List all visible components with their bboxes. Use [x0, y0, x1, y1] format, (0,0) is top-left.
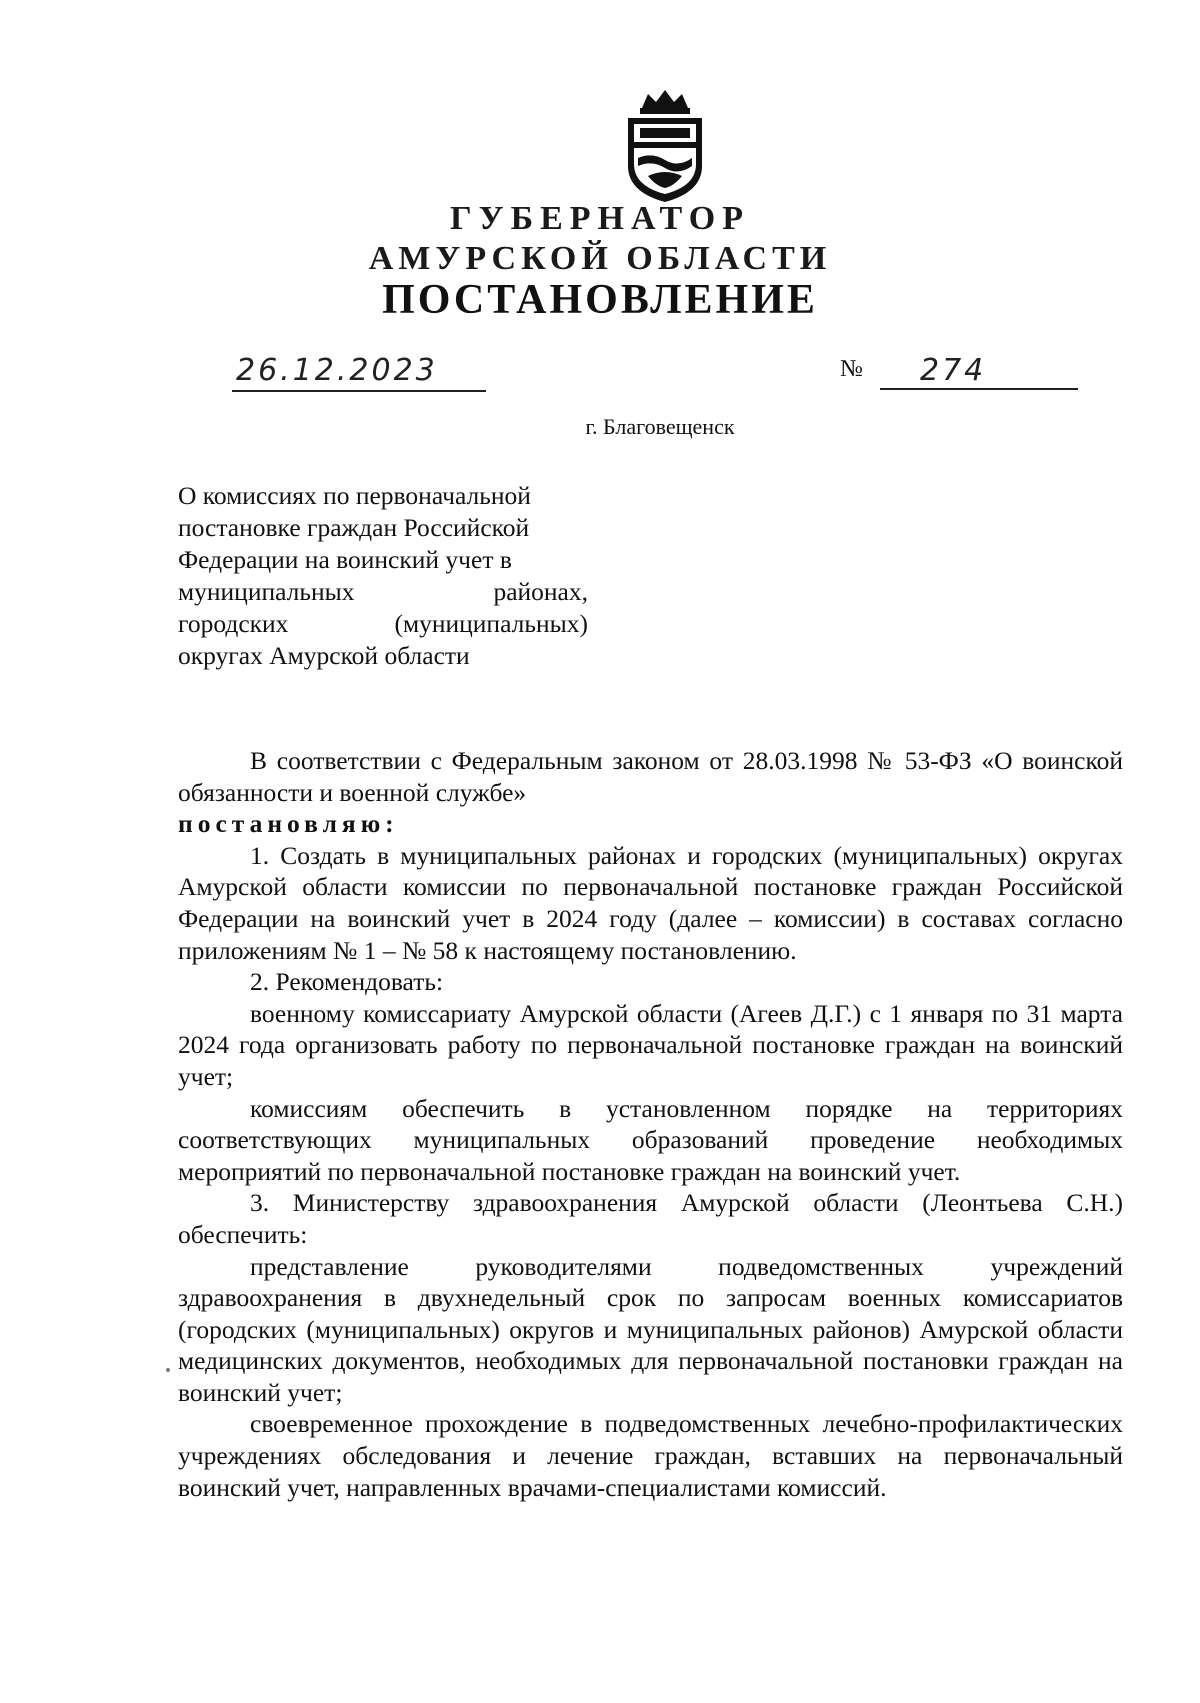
item-2-paragraph: 2. Рекомендовать:	[250, 967, 444, 997]
document-subject	[178, 480, 588, 672]
subject-line: О комиссиях по первоначальной	[178, 481, 531, 510]
coat-of-arms-icon	[618, 88, 712, 206]
scan-speck	[166, 1368, 170, 1372]
subject-word: районах,	[493, 577, 588, 606]
item-3a-paragraph: представление руководителями подведомственных учреждений здравоохранения в двухнедельный срок по запросам военных комиссариатов (городских (муниципальных) округов и муниципальных районов) Амурской области медицинских документов, необходимых для первоначальной постановки граждан на воинский учет;	[178, 1251, 1123, 1407]
subject-word: городских	[178, 609, 289, 638]
subject-line: Федерации на воинский учет в	[178, 545, 512, 574]
subject-line	[178, 576, 588, 608]
item-1-paragraph: 1. Создать в муниципальных районах и городских (муниципальных) округах Амурской области комиссии по первоначальной постановке граждан Российской Федерации на воинский учет в 2024 году (далее – комиссии) в составах согласно приложениям № 1 – № 58 к настоящему постановлению.	[178, 840, 1123, 965]
item-2a-paragraph: военному комиссариату Амурской области (Агеев Д.Г.) с 1 января по 31 марта 2024 года организовать работу по первоначальной постановке граждан на воинский учет;	[178, 998, 1123, 1091]
handwritten-date: 26.12.2023	[232, 352, 486, 392]
city-line: г. Благовещенск	[585, 414, 735, 439]
ordains-heading: постановляю:	[178, 809, 399, 839]
item-3b-paragraph: своевременное прохождение в подведомственных лечебно-профилактических учреждениях обследования и лечение граждан, вставших на первоначальный воинский учет, направленных врачами-специалистами комиссий.	[178, 1409, 1123, 1502]
document-type: ПОСТАНОВЛЕНИЕ	[382, 277, 818, 323]
number-label: №	[840, 356, 863, 382]
subject-word: (муниципальных)	[394, 609, 588, 638]
item-3-paragraph: 3. Министерству здравоохранения Амурской области (Леонтьева С.Н.) обеспечить:	[178, 1188, 1123, 1249]
document-body	[178, 745, 1123, 1503]
preamble-paragraph: В соответствии с Федеральным законом от 28.03.1998 № 53-ФЗ «О воинской обязанности и военной службе»	[178, 746, 1123, 807]
authority-region: АМУРСКОЙ ОБЛАСТИ	[368, 240, 832, 277]
subject-line: постановке граждан Российской	[178, 513, 530, 542]
item-2b-paragraph: комиссиям обеспечить в установленном порядке на территориях соответствующих муниципальных образований проведение необходимых мероприятий по первоначальной постановке граждан на воинский учет.	[178, 1093, 1123, 1186]
authority-title: ГУБЕРНАТОР	[450, 200, 750, 237]
subject-line: округах Амурской области	[178, 641, 470, 670]
handwritten-number: 274	[880, 352, 1078, 390]
subject-line	[178, 608, 588, 640]
subject-word: муниципальных	[178, 577, 355, 606]
